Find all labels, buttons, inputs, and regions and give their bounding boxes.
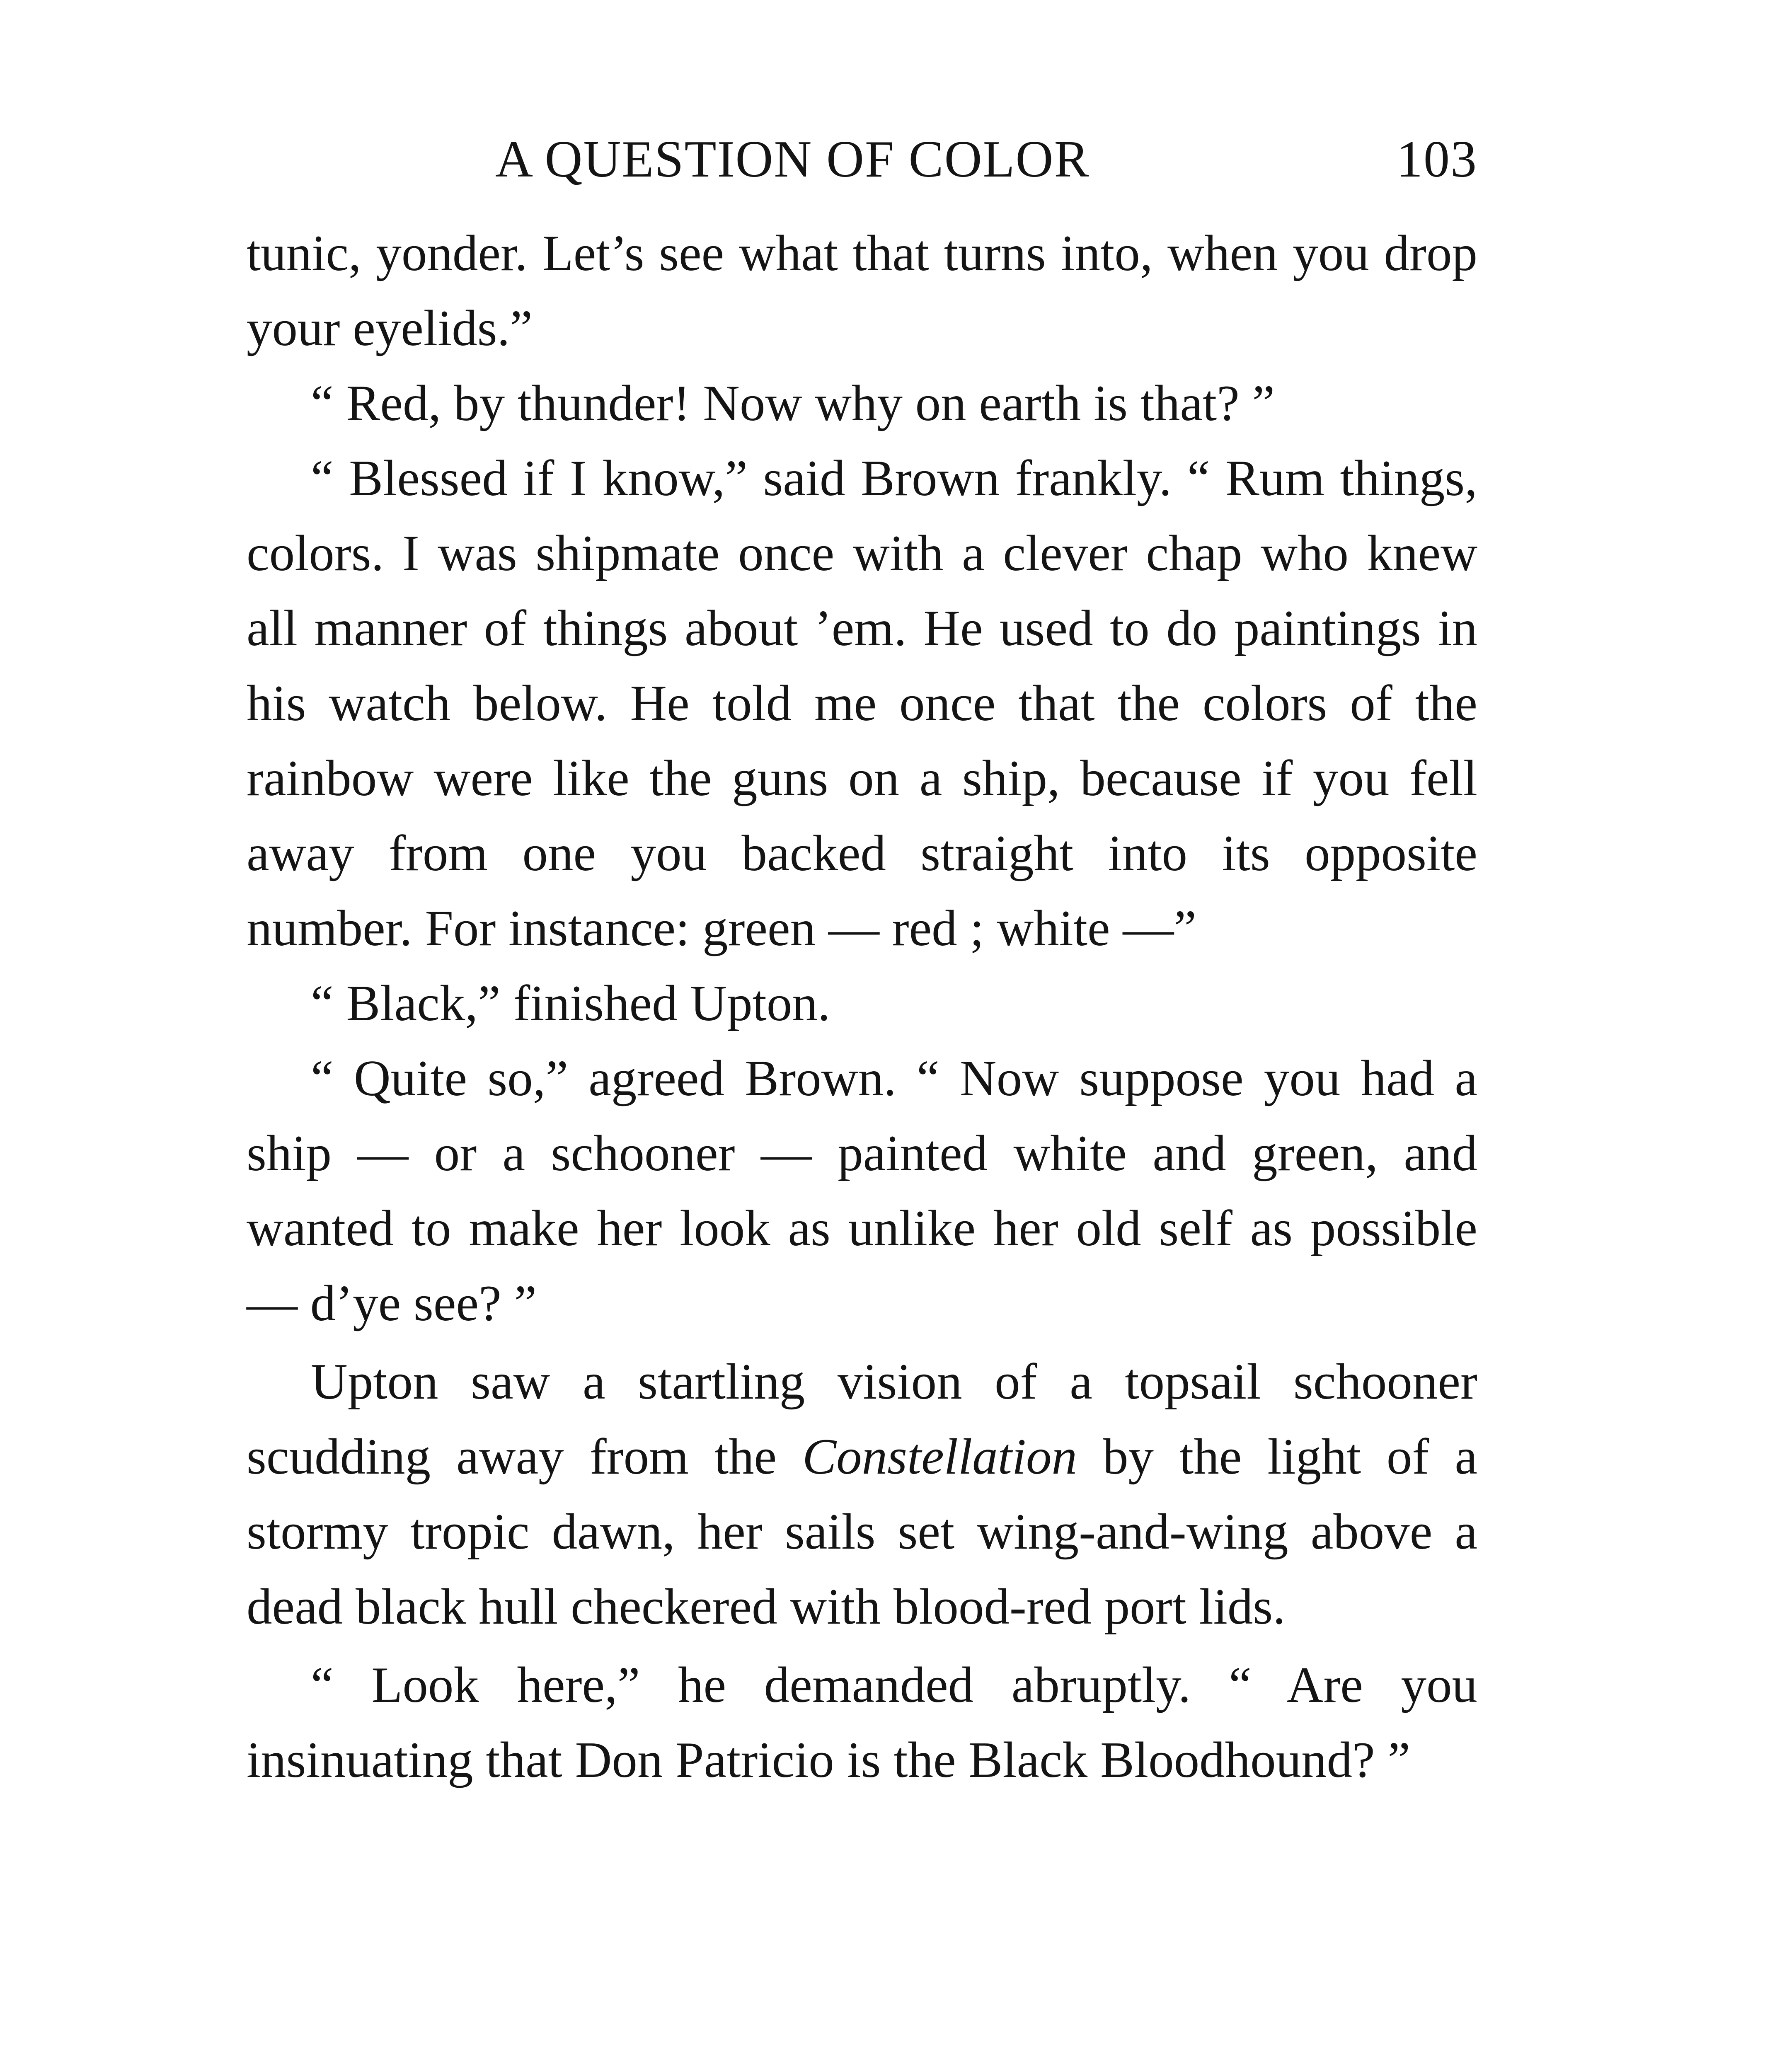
- paragraph-blessed-if-i-know: “ Blessed if I know,” said Brown frankly. “ Rum things, colors. I was shipmate once with a clever chap who knew all manner of things about ’em. He used to do paintings in his watch below. He told me once that the colors of the rainbow were like the guns on a ship, because if you fell away from one you backed straight into its opposite number. For instance: green — red ; white —”: [247, 450, 1477, 956]
- body-text: [247, 215, 1477, 1797]
- paragraph-upton-saw-start: Upton saw a startling vision of a topsail schooner scudding away from the: [247, 1353, 1477, 1485]
- paragraph-red-by-thunder: “ Red, by thunder! Now why on earth is that? ”: [311, 375, 1275, 431]
- paragraph-upton-saw: [247, 1344, 1477, 1644]
- running-head: [247, 124, 1477, 195]
- paragraph-look-here: “ Look here,” he demanded abruptly. “ Are you insinuating that Don Patricio is the Black Bloodhound? ”: [247, 1656, 1477, 1788]
- paragraph-quite-so: “ Quite so,” agreed Brown. “ Now suppose you had a ship — or a schooner — painted white and green, and wanted to make her look as unlike her old self as possible — d’ye see? ”: [247, 1050, 1477, 1331]
- paragraph-tunic: tunic, yonder. Let’s see what that turns into, when you drop your eyelids.”: [247, 225, 1477, 356]
- paragraph-upton-saw-end: by the light of a stormy tropic dawn, her sails set wing-and-wing above a dead black hull checkered with blood-red port lids.: [247, 1428, 1477, 1635]
- page-number: 103: [1397, 131, 1477, 188]
- running-title: A QUESTION OF COLOR: [495, 131, 1090, 188]
- paragraph-black-finished: “ Black,” finished Upton.: [311, 975, 830, 1031]
- ship-name-constellation: Constellation: [802, 1428, 1077, 1485]
